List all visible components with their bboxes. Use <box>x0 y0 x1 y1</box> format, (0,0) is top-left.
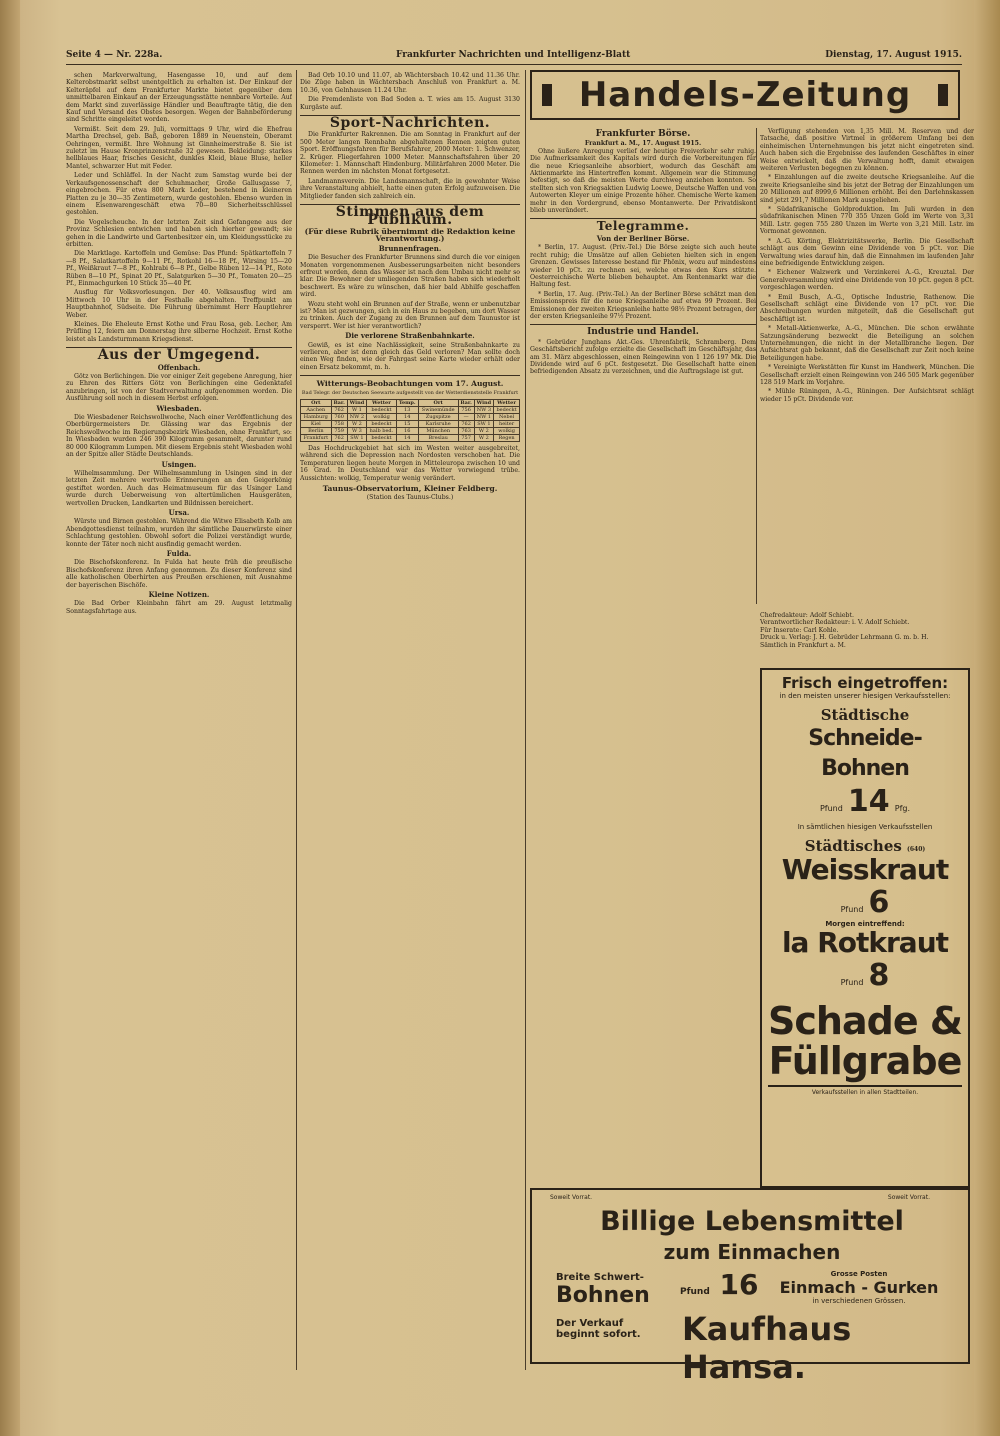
page-number: Seite 4 — Nr. 228a. <box>66 50 163 60</box>
section-rule <box>300 375 520 376</box>
ad-price: 14 <box>847 784 890 819</box>
ad-sale-line: beginnt sofort. <box>556 1329 641 1340</box>
article-paragraph: * Südafrikanische Goldproduktion. Im Juli wurden in den südafrikanischen Minen 770 355 Unzen Gold im Werte von 3,31 Mill. Lstr. gegen 755 280 Unzen im Werte von 3,21 Mill. Lstr. im Vormonat gewonnen. <box>760 206 974 236</box>
weather-cell: 760 <box>331 414 347 421</box>
weather-header-cell: Bar. <box>458 400 474 407</box>
weather-cell: bedeckt <box>494 407 520 414</box>
ad-firm-name: Füllgrabe <box>768 1039 962 1083</box>
telegrams-subtitle: Von der Berliner Börse. <box>596 233 690 243</box>
weather-cell: NW 2 <box>347 414 367 421</box>
article-paragraph: * Emil Busch, A.-G., Optische Industrie, Rathenow. Die Gesellschaft schlägt eine Dividende von 17 pCt. vor. Die Abschreibungen wurden mitgeteilt, daß die Gesellschaft gut beschäftigt ist. <box>760 293 974 323</box>
weather-table <box>300 399 520 442</box>
ad-product: Weisskraut <box>781 853 949 886</box>
weather-cell: 757 <box>458 435 474 442</box>
weather-cell: W 2 <box>474 428 494 435</box>
article-paragraph: Ausflug für Volksvorlesungen. Der 40. Volksausflug wird am Mittwoch 10 Uhr in der Festhalle abgehalten. Treffpunkt am Hauptbahnhof, Südseite. Die Führung übernimmt Herr Hauptlehrer Weber. <box>66 289 292 319</box>
weather-cell: Swinemünde <box>418 407 458 414</box>
advertisement-schade-fuellgrabe <box>760 668 970 1188</box>
article-paragraph: Die Bad Orber Kleinbahn fährt am 29. August letztmalig Sonntagsfahrtage aus. <box>66 600 292 615</box>
section-title-stimmen: Stimmen aus dem Publikum. <box>335 204 485 228</box>
weather-header-cell: Temp. <box>396 400 418 407</box>
weather-cell: Berlin <box>301 428 332 435</box>
impressum-line: Chefredakteur: Adolf Schiebt. <box>760 612 854 619</box>
article-paragraph: Wozu steht wohl ein Brunnen auf der Straße, wenn er unbenutzbar ist? Man ist gezwungen, sich in ein Haus zu begeben, um dort Wasser zu trinken. Auch der Zugang zu den Brunnen auf dem Taunustor ist versperrt. Wer ist hier verantwortlich? <box>300 300 520 330</box>
impressum <box>760 612 970 649</box>
weather-cell: SW 1 <box>347 435 367 442</box>
weather-cell: bedeckt <box>367 407 397 414</box>
ad-headline: Billige Lebensmittel <box>600 1206 904 1237</box>
weather-cell: 14 <box>396 435 418 442</box>
impressum-line: Sämtlich in Frankfurt a. M. <box>760 641 846 649</box>
ad-gurken-line: in verschiedenen Grössen. <box>812 1297 906 1305</box>
article-paragraph: * Vereinigte Werkstätten für Kunst im Handwerk, München. Die Gesellschaft erzielt einen Reingewinn von 246 505 Mark gegenüber 128 519 Mark im Vorjahre. <box>760 364 974 386</box>
ad-stock-note: Soweit Vorrat. <box>550 1194 593 1201</box>
column-local-news <box>66 72 292 1392</box>
weather-subtitle: Bad Telegr. der Deutschen Seewarte aufgestellt von der Wetterdienststelle Frankfurt <box>301 389 519 396</box>
weather-header-cell: Wetter <box>367 400 397 407</box>
ad-product: la Rotkraut <box>781 926 949 959</box>
article-paragraph: Die Wiesbadener Reichswollwoche, Nach einer Veröffentlichung des Oberbürgermeisters Dr. Glässing war das Ergebnis der Reichswollwoche im Regierungsbezirk Wiesbaden, ohne Frankfurt, so: In Wiesbaden wurden 246 390 Kilogramm gesammelt, darunter rund 80 000 Kilogramm Lumpen. Mit diesem Ergebnis steht Wiesbaden wohl an der Spitze aller Städte Deutschlands. <box>66 414 292 459</box>
city-heading: Offenbach. <box>157 362 201 372</box>
weather-cell: NW 3 <box>474 407 494 414</box>
article-paragraph: schen Markverwaltung, Hasengasse 10, und auf dem Kelterobstmarkt selbst unentgeltlich zu erhalten ist. Der Einkauf der Kelteräpfel auf dem Frankfurter Markte bietet gegenüber dem unmittelbaren Einkauf an der Erzeugungsstätte nennbare Vorteile. Auf dem Markt sind zuverlässige Händler und Beauftragte tätig, die den Kauf und Versand des Obstes besorgen. Wegen der Bahnbeförderung sind Schritte eingeleitet worden. <box>66 72 292 124</box>
ad-price-unit: Pfg. <box>894 804 911 813</box>
weather-header-cell: Wind <box>347 400 367 407</box>
ad-product: Schneide-Bohnen <box>808 726 922 781</box>
ad-subheadline: zum Einmachen <box>663 1240 841 1264</box>
article-paragraph: Wilhelmsammlung. Der Wilhelmsammlung in Usingen sind in der letzten Zeit mehrere wertvolle Erinnerungen an den Geigerkönig gestiftet worden. Auch das Heimatmuseum für das Usinger Land wurde durch Ueberweisung von altertümlichen Hausgeräten, wertvollen Drucken, Landkarten und Bildnissen bereichert. <box>66 469 292 507</box>
weather-cell: München <box>418 428 458 435</box>
weather-cell: Nebel <box>494 414 520 421</box>
ad-price: 8 <box>868 958 890 993</box>
article-paragraph: Würste und Birnen gestohlen. Während die Witwe Elisabeth Kolb am Abendgottesdienst teilnahm, wurden ihr sämtliche Dauerwürste einer Schlachtung gestohlen. Obwohl sofort die Polizei verständigt wurde, konnte der Täter noch nicht ausfindig gemacht werden. <box>66 518 292 548</box>
weather-cell: 14 <box>396 414 418 421</box>
column-rule <box>756 128 757 604</box>
weather-header-cell: Wind <box>474 400 494 407</box>
weather-cell: Aachen <box>301 407 332 414</box>
article-paragraph: Die Bischofskonferenz. In Fulda hat heute früh die preußische Bischofskonferenz ihren Anfang genommen. Zu dieser Konferenz sind alle katholischen Oberhirten aus Preußen erschienen, mit Ausnahme der bayerischen Bischöfe. <box>66 559 292 589</box>
ad-product-line <box>768 855 962 920</box>
weather-cell: heiter <box>494 421 520 428</box>
weather-cell: Zugspitze <box>418 414 458 421</box>
weather-cell: W 2 <box>347 421 367 428</box>
ad-product <box>556 1272 650 1308</box>
ad-product-name: Bohnen <box>556 1283 650 1308</box>
boerse-title: Frankfurter Börse. <box>595 129 691 139</box>
weather-cell: 762 <box>331 407 347 414</box>
article-paragraph: Die Besucher des Frankfurter Brunnens sind durch die vor einigen Monaten vorgenommenen Ausbesserungsarbeiten nicht besonders erfreut worden, denn das Wasser ist nach dem Umbau nicht mehr so klar. Die Bewohner der umliegenden Straßen haben sich wiederholt beschwert. Es wäre zu wünschen, daß hier bald Abhilfe geschaffen wird. <box>300 254 520 299</box>
telegrams-title: Telegramme. <box>596 219 690 234</box>
article-paragraph: Verfügung stehenden von 1,35 Mill. M. Reserven und der Tatsache, daß positive Virtmel in größerem Umfang bei den einheimischen Unternehmungen bis jetzt nicht eingetreten sind. Auch haben sich die Ergebnisse des laufenden Geschäftes in einer Weise entwickelt, daß die Verwaltung hofft, damit etwaigen weiteren Verlusten begegnen zu können. <box>760 128 974 173</box>
city-heading: Usingen. <box>161 459 197 469</box>
weather-cell: 762 <box>331 435 347 442</box>
article-paragraph: Die Vogelscheuche. In der letzten Zeit sind Gefangene aus der Provinz Schlesien entwichen und haben sich hierher gewandt; sie gehen in die Landwirte und Gartenbesitzer ein, um Kleidungsstücke zu erbitten. <box>66 218 292 248</box>
weather-cell: 756 <box>458 407 474 414</box>
column-rule <box>525 70 526 1370</box>
weather-row <box>301 407 520 414</box>
weather-cell: 16 <box>396 428 418 435</box>
ad-price: 6 <box>868 885 890 920</box>
article-paragraph: Leder und Schläffel. In der Nacht zum Samstag wurde bei der Verkaufsgenossenschaft der Schuhmacher, Große Gallusgasse 7, eingebrochen. Für etwa 800 Mark Leder, bestehend in kleineren Platten zu je 30—35 Zentimetern, wurde gestohlen. Ebenso wurden in einem Eisenwarengeschäft etwa 70—80 Sicherheitsschlüssel gestohlen. <box>66 172 292 217</box>
column-sport-public <box>300 72 520 1392</box>
ad-footer: Verkaufsstellen in allen Stadtteilen. <box>768 1085 962 1096</box>
article-paragraph: * Gebrüder Junghans Akt.-Ges. Uhrenfabrik, Schramberg. Dem Geschäftsbericht zufolge erzielte die Gesellschaft im Geschäftsjahr, das am 31. März abgeschlossen, einen Reingewinn von 1 126 197 Mk. Die Dividende wird auf 6 pCt. festgesetzt. Die Gesellschaft hatte einen befriedigenden Absatz zu verzeichnen, und die Auftragslage ist gut. <box>530 338 756 376</box>
section-subtitle: (Für diese Rubrik übernimmt die Redaktion keine Verantwortung.) <box>304 226 516 244</box>
weather-cell: 762 <box>458 421 474 428</box>
weather-cell: halb bed. <box>367 428 397 435</box>
weather-cell: 15 <box>396 421 418 428</box>
article-paragraph: * A.-G. Körting, Elektrizitätswerke, Berlin. Die Gesellschaft schlägt aus dem Gewinn eine Dividende von 5 pCt. vor. Die Verwaltung wies darauf hin, daß die Einnahmen im laufenden Jahr eine befriedigende Entwicklung zeigen. <box>760 237 974 267</box>
weather-cell: W 1 <box>347 407 367 414</box>
ad-product-line <box>768 928 962 993</box>
weather-row <box>301 414 520 421</box>
weather-cell: 763 <box>458 428 474 435</box>
masthead: Frankfurter Nachrichten und Intelligenz-Blatt <box>396 50 631 60</box>
weather-cell: NW 1 <box>474 414 494 421</box>
weather-cell: bedeckt <box>367 421 397 428</box>
article-paragraph: * Mühle Rüningen, A.-G., Rüningen. Der Aufsichtsrat schlägt wieder 15 pCt. Dividende vor. <box>760 388 974 403</box>
weather-cell: 758 <box>331 421 347 428</box>
topic-heading: Die verlorene Straßenbahnkarte. <box>345 331 475 341</box>
weather-header-cell: Ort <box>301 400 332 407</box>
weather-cell: Frankfurt <box>301 435 332 442</box>
ad-price-label: Pfund <box>680 1287 710 1297</box>
weather-header-cell: Ort <box>418 400 458 407</box>
article-paragraph: Die Frankfurter Rakrennen. Die am Sonntag in Frankfurt auf der 500 Meter langen Rennbahn abgehaltenen Rennen zeigten guten Sport. Eröffnungsfahren für Berufsfahrer, 2000 Meter: 1. Schwenzer, 2. Krüger. Fliegerfahren 1000 Meter. Mannschaftsfahren über 20 Kilometer: 1. Mannschaft Hindenburg. Militärfahren 2000 Meter. Die Rennen werden im nächsten Monat fortgesetzt. <box>300 131 520 176</box>
weather-header-cell: Bar. <box>331 400 347 407</box>
ad-city-text: Städtisches <box>804 837 902 855</box>
observatory-title: Taunus-Observatorium, Kleiner Feldberg. <box>322 484 498 494</box>
column-boerse <box>530 128 756 1184</box>
running-head <box>66 48 962 65</box>
weather-body <box>301 407 520 442</box>
weather-cell: — <box>458 414 474 421</box>
ad-price-label: Pfund <box>819 804 843 813</box>
article-paragraph: * Eichener Walzwerk und Verzinkerei A.-G., Kreuztal. Der Generalversammlung wird eine Dividende von 10 pCt. gegen 8 pCt. vorgeschlagen werden. <box>760 269 974 292</box>
ad-firm-name: Kaufhaus Hansa. <box>682 1310 852 1386</box>
ad-morgen: Morgen eintreffend: <box>825 920 905 928</box>
industry-title: Industrie und Handel. <box>587 327 699 338</box>
ad-gurken-block <box>764 1270 954 1305</box>
article-paragraph: Bad Orb 10.10 und 11.07, ab Wächtersbach 10.42 und 11.36 Uhr. Die Züge haben in Wächtersbach Anschluß von Frankfurt a. M. 10.36, von Gelnhausen 11.24 Uhr. <box>300 72 520 94</box>
city-heading: Fulda. <box>166 548 192 558</box>
observatory-subtitle: (Station des Taunus-Clubs.) <box>366 494 454 502</box>
ad-gurken-line: Grosse Posten <box>830 1270 888 1278</box>
ad-price-label: Pfund <box>840 978 864 987</box>
weather-report: Das Hochdruckgebiet hat sich im Westen weiter ausgebreitet, während sich die Depression nach Nordosten verschoben hat. Die Temperaturen liegen heute Morgen in Mitteleuropa zwischen 10 und 16 Grad. In Deutschland war das Wetter vorwiegend trübe. Aussichten: wolkig, Temperatur wenig verändert. <box>300 445 520 482</box>
city-heading: Ursa. <box>168 507 190 517</box>
handels-zeitung-banner <box>530 70 960 120</box>
ad-sale-line: Der Verkauf <box>556 1318 624 1329</box>
ad-stock-note: Soweit Vorrat. <box>887 1194 930 1201</box>
article-paragraph: * Metall-Aktienwerke, A.-G., München. Die schon erwähnte Satzungsänderung bezweckt die Beteiligung an solchen Unternehmungen, die nicht in der Metallbranche liegen. Der Aufsichtsrat gab bekannt, daß die Gesellschaft zur Zeit noch keine Beteiligungen habe. <box>760 325 974 362</box>
ad-code: (640) <box>907 846 926 853</box>
ad-city-label: Städtische <box>820 706 910 724</box>
boerse-date: Frankfurt a. M., 17. August 1915. <box>584 140 702 148</box>
weather-cell: Karlsruhe <box>418 421 458 428</box>
weather-cell: W 2 <box>474 435 494 442</box>
weather-cell: wolkig <box>494 428 520 435</box>
page-edge-right <box>974 0 1000 1436</box>
article-paragraph: Landmannsverein. Die Landsmannschaft, die in gewohnter Weise ihre Veranstaltung abhielt, hatte einen guten Erfolg aufzuweisen. Die Mitglieder fanden sich zahlreich ein. <box>300 177 520 200</box>
article-paragraph: Kleines. Die Eheleute Ernst Kothe und Frau Rosa, geb. Lecher, Am Prüfling 12, feiern am Donnerstag ihre silberne Hochzeit. Ernst Kothe leistet als Landsturmmann Kriegsdienst. <box>66 321 292 343</box>
weather-cell: Hamburg <box>301 414 332 421</box>
impressum-line: Druck u. Verlag: J. H. Gebrüder Lehrmann G. m. b. H. <box>760 634 929 642</box>
weather-header-cell: Wetter <box>494 400 520 407</box>
weather-header-row <box>301 400 520 407</box>
impressum-line: Für Inserate: Carl Kohle. <box>760 626 839 634</box>
article-paragraph: * Einzahlungen auf die zweite deutsche Kriegsanleihe. Auf die zweite Kriegsanleihe sind bis jetzt der Betrag der Einzahlungen um 20 Millionen auf 8999,6 Millionen erhöht. Bei den Darlehnskassen sind jetzt 291,7 Millionen Mark ausgeliehen. <box>760 174 974 204</box>
weather-row <box>301 435 520 442</box>
weather-cell: 759 <box>331 428 347 435</box>
article-paragraph: Die Marktlage. Kartoffeln und Gemüse: Das Pfund: Spätkartoffeln 7—8 Pf., Salatkartoffeln 9—11 Pf., Rotkohl 16—18 Pf., Wirsing 15—20 Pf., Weißkraut 7—8 Pf., Kohlrabi 6—8 Pf., Gelbe Rüben 12—14 Pf., Rote Rüben 8—10 Pf., Spinat 20 Pf., Salatgurken 5—30 Pf., Tomaten 20—25 Pf., Einmachgurken 10 Stück 35—40 Pf. <box>66 250 292 287</box>
weather-cell: bedeckt <box>367 435 397 442</box>
weather-cell: W 3 <box>347 428 367 435</box>
ad-price-label: Pfund <box>840 905 864 914</box>
weather-row <box>301 421 520 428</box>
weather-cell: Breslau <box>418 435 458 442</box>
article-paragraph: Ohne äußere Anregung verlief der heutige Freiverkehr sehr ruhig. Die Aufmerksamkeit des Kapitals wird durch die Vorbereitungen für die neue Kriegsanleihe absorbiert, wodurch das Geschäft am Aktienmarkte ins Hintertreffen kommt. Allgemein war die Stimmung befestigt, so daß die meisten Werte durchweg anziehen konnten. So stellten sich von Kriegsaktien Ludwig Loewe, Deutsche Waffen und von Autowerten Kleyer um einige Prozente höher. Chemische Werte kamen mehr in den Vordergrund, ebenso Montanwerte. Der Privatdiskont blieb unverändert. <box>530 147 756 215</box>
ad-headline: Frisch eingetroffen: <box>781 674 949 692</box>
banner-title: Handels-Zeitung <box>578 75 912 115</box>
page-edge-left <box>0 0 20 1436</box>
ad-subline: in den meisten unserer hiesigen Verkaufsstellen: <box>779 692 951 700</box>
city-heading: Kleine Notizen. <box>148 590 210 599</box>
issue-date: Dienstag, 17. August 1915. <box>825 50 962 60</box>
ad-product-label: Breite Schwert- <box>556 1272 644 1283</box>
weather-cell: 13 <box>396 407 418 414</box>
ad-price-block <box>680 1268 759 1301</box>
weather-cell: SW 1 <box>474 421 494 428</box>
section-title-sport: Sport-Nachrichten. <box>329 115 491 132</box>
article-paragraph: * Berlin, 17. August. (Priv.-Tel.) Die Börse zeigte sich auch heute recht ruhig; die Umsätze auf allen Gebieten hielten sich in engen Grenzen. Gewisses Interesse bestand für Phönix, wozu auf mindestens wieder 10 pCt. zu rechnen sei, welche etwas den Kurs stützte. Oesterreichische Werte blieben behauptet. Am Rentenmarkt war die Haltung fest. <box>530 244 756 289</box>
weather-cell: Kiel <box>301 421 332 428</box>
banner-ornament <box>542 84 552 106</box>
ad-price: 16 <box>719 1268 759 1301</box>
impressum-line: Verantwortlicher Redakteur: i. V. Adolf Schiebt. <box>760 619 910 627</box>
article-paragraph: Götz von Berlichingen. Die vor einiger Zeit gegebene Anregung, hier zu Ehren des Ritters Götz von Berlichingen eine Gedenktafel anzubringen, ist von der Stadtverwaltung aufgenommen worden. Die Ausführung soll noch in diesem Herbst erfolgen. <box>66 373 292 403</box>
ad-note: In sämtlichen hiesigen Verkaufsstellen <box>797 823 933 831</box>
advertisement-kaufhaus-hansa <box>530 1188 970 1386</box>
section-rule <box>530 324 756 325</box>
ad-price-line <box>768 784 962 819</box>
ad-gurken-name: Einmach - Gurken <box>779 1278 939 1297</box>
ad-sale-note <box>556 1318 641 1340</box>
article-paragraph: Vermißt. Seit dem 29. Juli, vormittags 9 Uhr, wird die Ehefrau Martha Drechsel, geb. Baß, geboren 1889 in Neuenstein, Oberamt Oehringen, vermißt. Ihre Wohnung ist Ginnheimerstraße 8. Sie ist zuletzt im Hause Kronprinzenstraße 32 gewesen. Bekleidung: starkes hellblaues Haar, frisches Gesicht, dunkles Kleid, blaue Bluse, heller Mantel, schwarzer Hut mit Feder. <box>66 125 292 170</box>
article-paragraph: Die Fremdenliste von Bad Soden a. T. wies am 15. August 3130 Kurgäste auf. <box>300 96 520 111</box>
weather-cell: Regen <box>494 435 520 442</box>
column-rule <box>296 70 297 1370</box>
weather-cell: wolkig <box>367 414 397 421</box>
weather-row <box>301 428 520 435</box>
city-heading: Wiesbaden. <box>156 403 202 413</box>
banner-ornament <box>938 84 948 106</box>
weather-title: Witterungs-Beobachtungen vom 17. August. <box>316 379 504 389</box>
article-paragraph: * Berlin, 17. Aug. (Priv.-Tel.) An der Berliner Börse schätzt man den Emissionspreis für die neue Kriegsanleihe auf etwa 99 Prozent. Bei Emissionen der zweiten Kriegsanleihe hatte 98½ Prozent betragen, der der ersten Kriegsanleihe 97½ Prozent. <box>530 290 756 320</box>
topic-heading: Brunnenfragen. <box>378 243 442 253</box>
article-paragraph: Gewiß, es ist eine Nachlässigkeit, seine Straßenbahnkarte zu verlieren, aber ist denn gleich das Geld verloren? Man sollte doch einen Weg finden, wie der Fahrgast seine Karte wieder erhält oder einen Ersatz bekommt, m. h. <box>300 341 520 371</box>
ad-firm-name: Schade & <box>768 999 962 1043</box>
section-title-umgegend: Aus der Umgegend. <box>97 347 261 364</box>
column-finance-notes <box>760 128 974 606</box>
